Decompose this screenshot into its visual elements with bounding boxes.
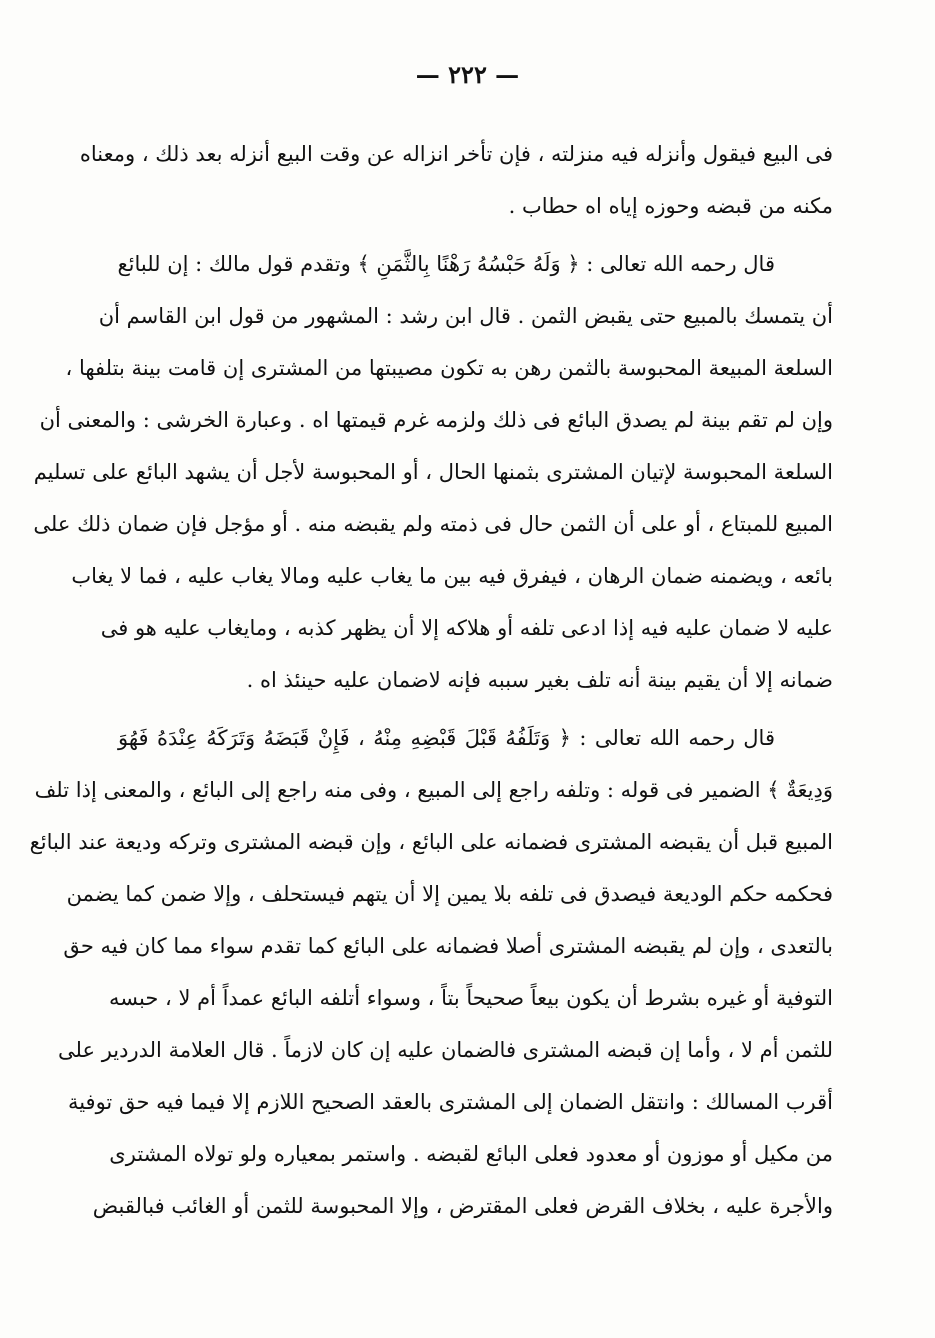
text-line: التوفية أو غيره بشرط أن يكون بيعاً صحيحاً بتاً ، وسواء أتلفه البائع عمداً أم لا ، حبسه <box>109 986 833 1010</box>
text-line: وإن لم تقم بينة لم يصدق البائع فى ذلك ولزمه غرم قيمتها اه . وعبارة الخرشى : والمعنى أن <box>39 408 833 432</box>
text-line: وَدِيعَةٌ ﴾ الضمير فى قوله : وتلفه راجع إلى المبيع ، وفى منه راجع إلى البائع ، والمعنى إذا تلف <box>34 778 833 802</box>
paragraph-2 <box>33 238 833 706</box>
text-line: المبيع قبل أن يقبضه المشترى فضمانه على البائع ، وإن قبضه المشترى وتركه وديعة عند البائع <box>29 830 833 854</box>
text-line: من مكيل أو موزون أو معدود فعلى البائع لقبضه . واستمر بمعياره ولو تولاه المشترى <box>109 1142 833 1166</box>
text-line: والأجرة عليه ، بخلاف القرض فعلى المقترض ، وإلا المحبوسة للثمن أو الغائب فبالقبض <box>92 1194 833 1218</box>
text-line: بائعه ، ويضمنه ضمان الرهان ، فيفرق فيه بين ما يغاب عليه ومالا يغاب عليه ، فما لا يغاب <box>71 564 833 588</box>
text-line: عليه لا ضمان عليه فيه إذا ادعى تلفه أو هلاكه إلا أن يظهر كذبه ، ومايغاب عليه هو فى <box>100 616 833 640</box>
text-line: فى البيع فيقول وأنزله فيه منزلته ، فإن تأخر انزاله عن وقت البيع أنزله بعد ذلك ، ومعناه <box>79 142 833 166</box>
text-line: السلعة المحبوسة لإتيان المشترى بثمنها الحال ، أو المحبوسة لأجل أن يشهد البائع على تسليم <box>33 460 833 484</box>
page-number: — ٢٢٢ — <box>415 60 520 89</box>
paragraph-1 <box>79 128 833 232</box>
text-line: السلعة المبيعة المحبوسة بالثمن رهن به تكون مصيبتها من المشترى إن قامت بينة بتلفها ، <box>65 356 833 380</box>
text-line: للثمن أم لا ، وأما إن قبضه المشترى فالضمان عليه إن كان لازماً . قال العلامة الدردير على <box>58 1038 833 1062</box>
text-line: المبيع للمبتاع ، أو على أن الثمن حال فى ذمته ولم يقبضه منه . أو مؤجل فإن ضمان ذلك على <box>33 512 833 536</box>
text-line: أقرب المسالك : وانتقل الضمان إلى المشترى بالعقد الصحيح اللازم إلا فيما فيه حق توفية <box>67 1090 833 1114</box>
text-line: قال رحمه الله تعالى : ﴿ وَلَهُ حَبْسُهُ رَهْنًا بِالثَّمَنِ ﴾ وتقدم قول مالك : إن للبائع <box>117 252 775 276</box>
text-line: أن يتمسك بالمبيع حتى يقبض الثمن . قال ابن رشد : المشهور من قول ابن القاسم أن <box>98 304 833 328</box>
text-line: بالتعدى ، وإن لم يقبضه المشترى أصلا فضمانه على البائع كما تقدم سواء مما كان فيه حق <box>63 934 833 958</box>
text-line: قال رحمه الله تعالى : ﴿ وَتَلَفُهُ قَبْلَ قَبْضِهِ مِنْهُ ، فَإِنْ قَبَضَهُ وَتَرَكَهُ عِنْدَهُ فَهُوَ <box>118 726 775 750</box>
text-line: ضمانه إلا أن يقيم بينة أنه تلف بغير سببه فإنه لاضمان عليه حينئذ اه . <box>246 668 833 692</box>
text-line: مكنه من قبضه وحوزه إياه اه حطاب . <box>508 194 833 218</box>
text-line: فحكمه حكم الوديعة فيصدق فى تلفه بلا يمين إلا أن يتهم فيستحلف ، وإلا ضمن كما يضمن <box>66 882 833 906</box>
paragraph-3 <box>29 712 833 1232</box>
